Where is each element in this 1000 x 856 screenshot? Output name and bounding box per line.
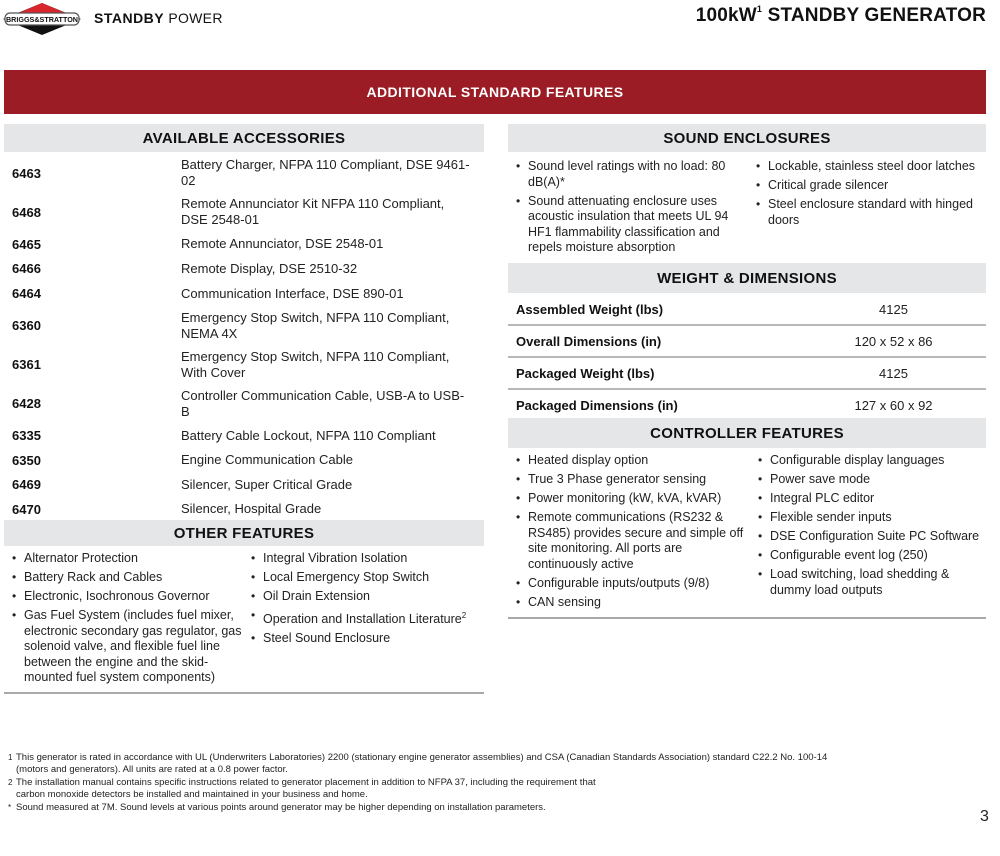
feature-text: Configurable display languages [770,453,945,467]
spec-label: Assembled Weight (lbs) [516,301,664,317]
feature-text: Power save mode [770,472,871,486]
accessory-row [4,472,484,497]
feature-text: Steel Sound Enclosure [263,631,391,646]
accessory-code: 6466 [12,261,41,276]
weight-dimension-row [508,326,986,358]
accessories-heading: AVAILABLE ACCESSORIES [4,124,484,152]
feature-item [752,510,988,526]
feature-text: Integral PLC editor [770,491,875,505]
feature-item [510,472,750,488]
feature-text: Lockable, stainless steel door latches [768,159,976,173]
feature-item [510,595,750,611]
footnote [8,777,888,800]
accessory-code: 6428 [12,396,41,411]
feature-text: Oil Drain Extension [263,589,370,603]
accessory-row [4,306,484,345]
feature-item [510,510,750,572]
accessory-row [4,448,484,472]
feature-text: Critical grade silencer [768,178,889,192]
feature-item [510,194,748,256]
footnotes [8,752,888,816]
accessory-row [4,256,484,281]
brand-subtitle-light: POWER [168,10,223,26]
accessory-row [4,232,484,256]
spec-value: 4125 [879,365,908,381]
feature-text: Alternator Protection [24,551,138,565]
footnote-ref: 2 [461,611,467,620]
weight-dimension-row [508,294,986,326]
sound-enclosures-col1 [510,159,748,259]
feature-text: CAN sensing [528,594,601,609]
spec-value: 4125 [879,301,908,317]
accessory-description: Communication Interface, DSE 890-01 [181,285,404,301]
accessory-description: Emergency Stop Switch, NFPA 110 Compliant, NEMA 4X [181,309,450,341]
brand-subtitle [94,10,223,26]
section-banner: ADDITIONAL STANDARD FEATURES [4,70,986,114]
accessory-code: 6360 [12,318,41,333]
feature-text: Gas Fuel System (includes fuel mixer, electronic secondary gas regulator, gas solenoid valve, and flexible fuel line between the engine and the skid-mounted fuel system components) [24,608,242,684]
accessory-code: 6464 [12,286,41,301]
feature-text: Load switching, load shedding & dummy load outputs [770,567,950,597]
feature-text: Power monitoring (kW, kVA, kVAR) [528,491,722,505]
feature-text: Sound level ratings with no load: 80 dB(A)* [528,159,726,189]
accessory-code: 6468 [12,204,41,220]
feature-text: Configurable event log (250) [770,548,928,562]
controller-features-heading: CONTROLLER FEATURES [508,418,986,448]
footnote [8,802,888,814]
footnote-text: The installation manual contains specific instructions related to generator placement in addition to NFPA 37, including the requirement that carbon monoxide detectors be installed and maintained in your business and home. [16,777,596,800]
accessory-description: Remote Annunciator, DSE 2548-01 [181,236,384,251]
accessory-row [4,497,484,521]
feature-item [6,608,242,686]
sound-enclosures-heading: SOUND ENCLOSURES [508,124,986,152]
accessory-code: 6463 [12,165,41,181]
feature-item [510,576,750,592]
other-features-rule [4,692,484,694]
feature-item [6,589,242,605]
accessory-row [4,384,484,423]
feature-item [752,472,988,488]
feature-text: Sound attenuating enclosure uses acoustic insulation that meets UL 94 HF1 flammability classification and repels moisture absorption [528,193,729,254]
accessory-description: Remote Annunciator Kit NFPA 110 Compliant, DSE 2548-01 [181,196,445,227]
feature-item [245,551,485,567]
feature-item [6,551,242,567]
controller-features-rule [508,617,986,619]
feature-item [750,159,986,175]
spec-value: 120 x 52 x 86 [854,333,933,349]
controller-features-col1 [510,453,750,614]
weight-dimensions-table [508,294,986,420]
briggs-stratton-logo [2,2,82,36]
weight-dimension-row [508,358,986,390]
feature-text: Remote communications (RS232 & RS485) provides secure and simple off site monitoring. All ports are continuously active [528,510,744,571]
accessory-code: 6469 [12,477,41,492]
logo-text: BRIGGS&STRATTON [5,15,79,24]
feature-item [510,453,750,469]
feature-item [752,567,988,598]
accessory-description: Remote Display, DSE 2510-32 [181,260,358,276]
title-text: STANDBY GENERATOR [767,5,986,26]
feature-item [752,529,988,545]
feature-item [245,608,485,628]
feature-item [510,491,750,507]
feature-item [750,197,986,228]
footnote-mark: 2 [8,778,13,787]
accessory-description: Silencer, Hospital Grade [181,501,322,516]
feature-item [245,631,485,647]
brand-subtitle-bold: STANDBY [94,10,165,26]
accessory-description: Battery Cable Lockout, NFPA 110 Compliant [181,427,436,443]
accessory-row [4,423,484,448]
footnote-text: This generator is rated in accordance with UL (Underwriters Laboratories) 2200 (stationary engine generator assemblies) and CSA (Canadian Standards Association) standard C22.2 No. 100-14 (motors and generators). All units are rated at a 0.8 power factor. [16,752,828,775]
feature-text: Configurable inputs/outputs (9/8) [528,575,710,590]
accessories-table [4,154,484,521]
feature-item [6,570,242,586]
accessory-code: 6465 [12,236,41,252]
other-features-col1 [6,551,242,689]
feature-item [752,491,988,507]
feature-text: Steel enclosure standard with hinged doors [768,197,973,227]
feature-text: Electronic, Isochronous Governor [24,589,210,603]
footnote [8,752,888,775]
footnote-mark: * [8,803,12,812]
feature-item [750,178,986,194]
title-rating: 100kW [695,5,757,26]
feature-text: Flexible sender inputs [770,510,892,524]
feature-text: True 3 Phase generator sensing [528,472,707,486]
accessory-code: 6470 [12,501,41,517]
feature-text: Battery Rack and Cables [24,570,163,584]
accessory-row [4,192,484,232]
footnote-mark: 1 [8,753,13,762]
feature-item [245,589,485,605]
footnote-text: Sound measured at 7M. Sound levels at various points around generator may be higher depending on installation parameters. [16,802,546,813]
accessory-row [4,154,484,192]
title-footnote-ref: 1 [756,4,763,14]
accessory-description: Silencer, Super Critical Grade [181,476,353,492]
feature-item [245,570,485,586]
spec-label: Packaged Weight (lbs) [516,365,655,381]
feature-text: Local Emergency Stop Switch [263,570,430,584]
accessory-description: Emergency Stop Switch, NFPA 110 Compliant, With Cover [181,348,450,380]
accessory-code: 6361 [12,357,41,372]
page-number: 3 [980,808,989,825]
other-features-col2 [245,551,485,650]
spec-label: Overall Dimensions (in) [516,333,662,349]
accessory-code: 6335 [12,428,41,443]
controller-features-col2 [752,453,988,602]
feature-text: Integral Vibration Isolation [263,551,408,565]
accessory-code: 6350 [12,452,41,468]
spec-label: Packaged Dimensions (in) [516,397,678,413]
sound-enclosures-col2 [750,159,986,232]
feature-item [752,453,988,469]
accessory-description: Controller Communication Cable, USB-A to USB-B [181,387,465,419]
accessory-row [4,281,484,306]
feature-item [752,548,988,564]
feature-item [510,159,748,190]
spec-value: 127 x 60 x 92 [854,397,933,413]
document-title [696,5,986,27]
other-features-heading: OTHER FEATURES [4,520,484,546]
feature-text: Heated display option [528,453,649,467]
accessory-description: Engine Communication Cable [181,452,353,467]
weight-dimensions-heading: WEIGHT & DIMENSIONS [508,263,986,293]
weight-dimension-row [508,390,986,420]
feature-text: Operation and Installation Literature [263,612,462,627]
feature-text: DSE Configuration Suite PC Software [770,529,980,543]
accessory-row [4,345,484,384]
accessory-description: Battery Charger, NFPA 110 Compliant, DSE 9461-02 [181,157,470,188]
